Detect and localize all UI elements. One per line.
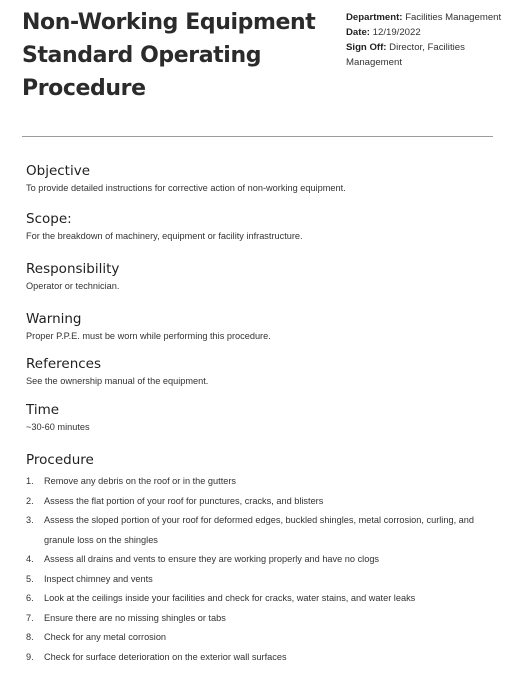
step-number: 4. (26, 554, 34, 564)
department-label: Department: (346, 12, 403, 23)
procedure-step (26, 492, 496, 512)
signoff-value: Director, Facilities Management (346, 42, 465, 68)
section-responsibility (26, 261, 496, 311)
procedure-step (26, 472, 496, 492)
step-text: Assess all drains and vents to ensure they are working properly and have no clogs (44, 554, 380, 564)
procedure-step (26, 648, 496, 668)
procedure-steps (26, 472, 496, 667)
signoff-label: Sign Off: (346, 42, 387, 53)
step-text: Ensure there are no missing shingles or tabs (44, 612, 226, 623)
step-number: 3. (26, 515, 34, 525)
procedure-step (26, 570, 496, 590)
section-heading: Warning (26, 311, 82, 327)
section-text: See the ownership manual of the equipment. (26, 376, 209, 386)
step-text: Assess the flat portion of your roof for punctures, cracks, and blisters (44, 495, 324, 506)
signoff-line (346, 40, 514, 70)
section-text: To provide detailed instructions for corrective action of non-working equipment. (26, 183, 346, 193)
step-number: 2. (26, 495, 34, 506)
section-heading: Scope: (26, 211, 72, 227)
section-time (26, 402, 496, 452)
document-title: Non-Working Equipment Standard Operating Procedure (22, 10, 316, 101)
section-heading: References (26, 356, 102, 372)
step-text: Assess the sloped portion of your roof for deformed edges, buckled shingles, metal corrosion, curling, and granule loss on the shingles (44, 515, 475, 545)
document-meta (346, 10, 514, 70)
step-number: 5. (26, 573, 34, 584)
date-line (346, 25, 514, 40)
step-text: Check for any metal corrosion (44, 632, 167, 642)
header-divider (22, 136, 493, 137)
section-procedure (26, 452, 496, 667)
section-objective (26, 163, 496, 211)
step-number: 1. (26, 476, 34, 486)
section-references (26, 356, 496, 402)
section-heading: Time (26, 402, 60, 418)
date-value: 12/19/2022 (372, 27, 421, 38)
section-heading: Objective (26, 163, 91, 179)
step-text: Remove any debris on the roof or in the gutters (44, 476, 237, 486)
section-text: For the breakdown of machinery, equipment or facility infrastructure. (26, 231, 303, 241)
step-number: 9. (26, 651, 34, 662)
step-text: Look at the ceilings inside your facilities and check for cracks, water stains, and water leaks (44, 593, 416, 603)
section-warning (26, 311, 496, 356)
step-text: Inspect chimney and vents (44, 573, 153, 584)
procedure-step (26, 628, 496, 648)
section-text: Proper P.P.E. must be worn while performing this procedure. (26, 331, 271, 341)
section-text: Operator or technician. (26, 281, 120, 291)
section-scope (26, 211, 496, 261)
step-number: 8. (26, 632, 34, 642)
department-value: Facilities Management (405, 12, 502, 23)
section-heading: Responsibility (26, 261, 120, 277)
procedure-step (26, 609, 496, 629)
step-number: 7. (26, 612, 34, 623)
date-label: Date: (346, 27, 370, 38)
procedure-step (26, 550, 496, 570)
procedure-step (26, 589, 496, 609)
document-body (26, 163, 496, 667)
section-text: ~30-60 minutes (26, 422, 90, 432)
section-heading: Procedure (26, 452, 94, 468)
procedure-step (26, 511, 496, 550)
department-line (346, 10, 514, 25)
step-text: Check for surface deterioration on the exterior wall surfaces (44, 651, 287, 662)
step-number: 6. (26, 593, 34, 603)
